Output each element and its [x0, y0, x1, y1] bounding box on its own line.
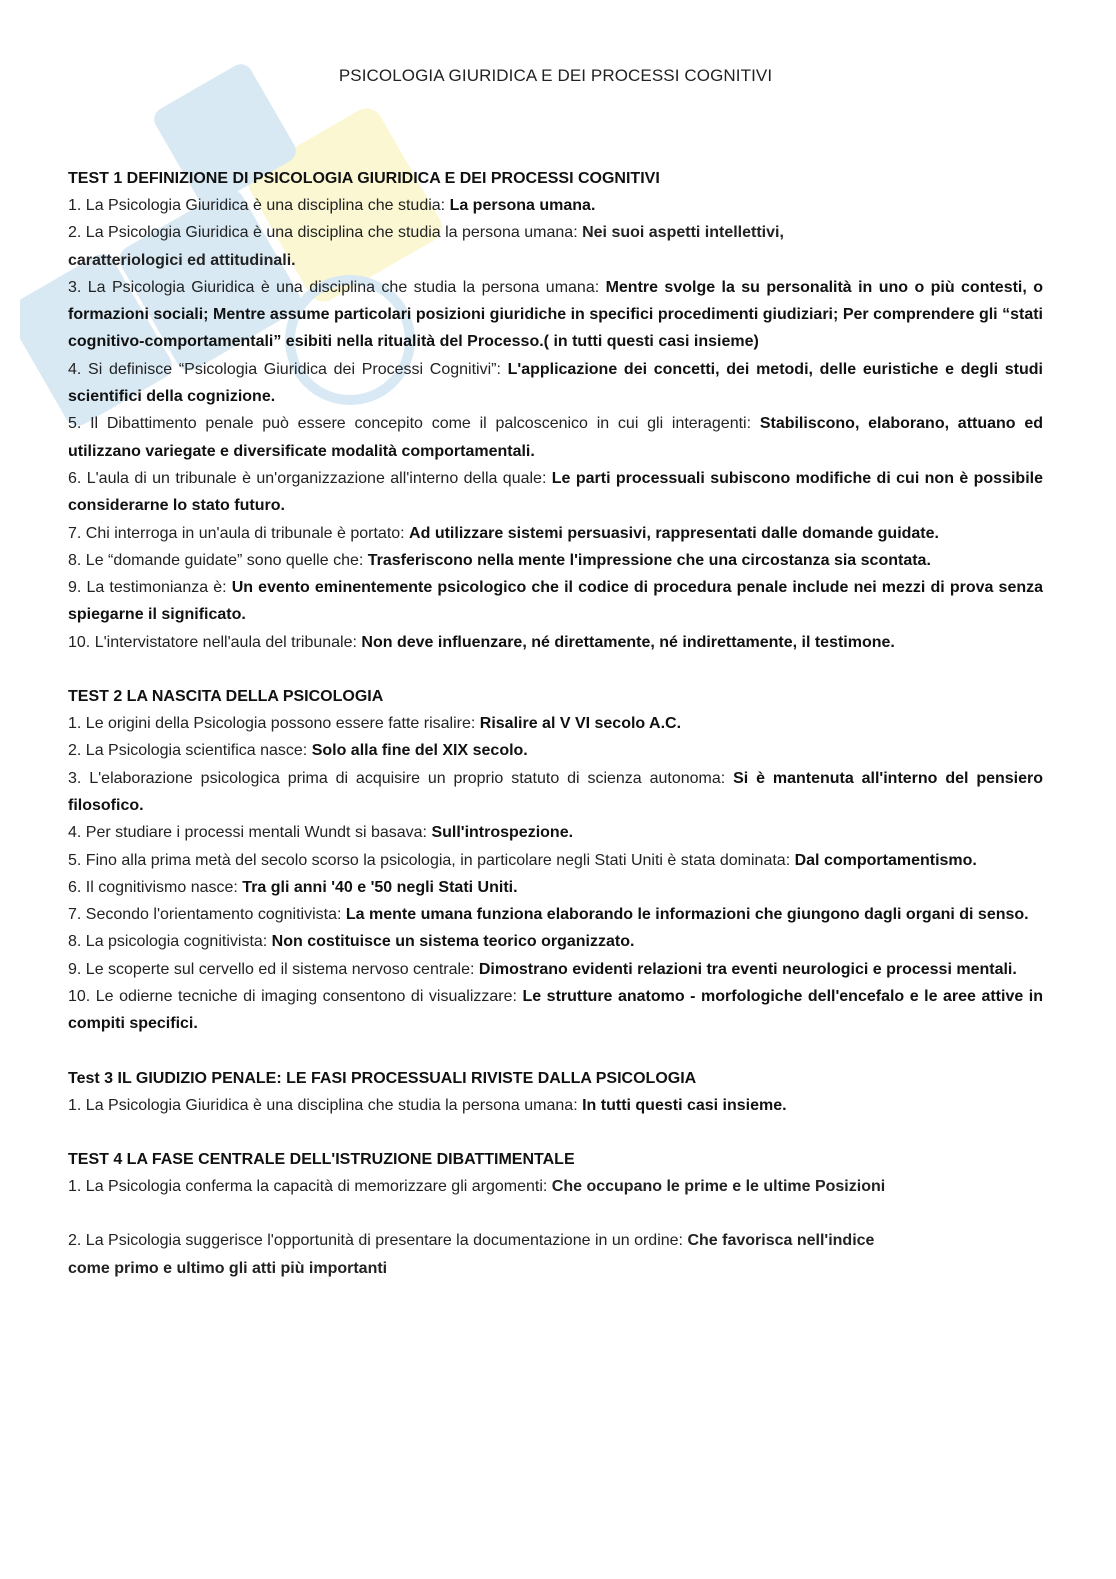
question-item: 8. La psicologia cognitivista: Non costituisce un sistema teorico organizzato.: [68, 933, 635, 951]
question-item: 10. Le odierne tecniche di imaging consentono di visualizzare: Le strutture anatomo - morfologiche dell'encefalo e le aree attive in compiti specifici.: [68, 988, 1044, 1033]
question-item: 7. Secondo l'orientamento cognitivista: La mente umana funziona elaborando le informazioni che giungono dagli organi di senso.: [68, 906, 1029, 924]
question-item: 8. Le “domande guidate” sono quelle che: Trasferiscono nella mente l'impressione che una circostanza sia scontata.: [68, 551, 931, 569]
section-test-4: [68, 1146, 1043, 1282]
question-item: 1. La Psicologia Giuridica è una disciplina che studia la persona umana: In tutti questi casi insieme.: [68, 1096, 787, 1114]
question-item: 2. La Psicologia suggerisce l'opportunità di presentare la documentazione in un ordine: Che favorisca nell'indice come primo e ultimo gli atti più importanti: [68, 1232, 875, 1277]
document-title: PSICOLOGIA GIURIDICA E DEI PROCESSI COGNITIVI: [338, 66, 773, 85]
question-item: 5. Il Dibattimento penale può essere concepito come il palcoscenico in cui gli interagenti: Stabiliscono, elaborano, attuano ed utilizzano variegate e diversificate modalità comportamentali.: [68, 415, 1043, 460]
section-title: TEST 1 DEFINIZIONE DI PSICOLOGIA GIURIDICA E DEI PROCESSI COGNITIVI: [68, 170, 660, 187]
question-item: 6. L'aula di un tribunale è un'organizzazione all'interno della quale: Le parti processuali subiscono modifiche di cui non è possibile considerarne lo stato futuro.: [68, 469, 1043, 515]
question-item: 2. La Psicologia scientifica nasce: Solo alla fine del XIX secolo.: [68, 742, 528, 760]
section-test-3: [68, 1065, 1043, 1119]
question-item: 3. L'elaborazione psicologica prima di acquisire un proprio statuto di scienza autonoma: Si è mantenuta all'interno del pensiero filosofico.: [68, 769, 1044, 814]
question-item: 6. Il cognitivismo nasce: Tra gli anni '40 e '50 negli Stati Uniti.: [68, 878, 518, 896]
question-item: 4. Si definisce “Psicologia Giuridica dei Processi Cognitivi”: L'applicazione dei concetti, dei metodi, delle euristiche e degli studi scientifici della cognizione.: [68, 360, 1043, 406]
section-title: TEST 2 LA NASCITA DELLA PSICOLOGIA: [68, 688, 384, 706]
paragraph-spacer: [68, 1200, 1043, 1227]
question-item: 3. La Psicologia Giuridica è una disciplina che studia la persona umana: Mentre svolge la su personalità in uno o più contesti, o formazioni sociali; Mentre assume particolari posizioni giuridiche in specifici procedimenti giudiziari; Per comprendere gli “stati cognitivo-comportamentali” esibiti nella ritualità del Processo.( in tutti questi casi insieme): [68, 278, 1043, 351]
question-item: 4. Per studiare i processi mentali Wundt si basava: Sull'introspezione.: [68, 824, 574, 842]
question-item: 5. Fino alla prima metà del secolo scorso la psicologia, in particolare negli Stati Uniti è stata dominata: Dal comportamentismo.: [68, 851, 977, 869]
question-item: 2. La Psicologia Giuridica è una disciplina che studia la persona umana: Nei suoi aspetti intellettivi, caratteriologici ed attitudinali.: [68, 224, 784, 269]
question-item: 7. Chi interroga in un'aula di tribunale è portato: Ad utilizzare sistemi persuasivi, rappresentati dalle domande guidate.: [68, 524, 939, 542]
section-test-2: [68, 683, 1043, 1038]
question-item: 9. La testimonianza è: Un evento eminentemente psicologico che il codice di procedura penale include nei mezzi di prova senza spiegarne il significato.: [68, 579, 1044, 624]
document-content: [68, 165, 1043, 1309]
section-test-1: [68, 165, 1043, 656]
question-item: 1. Le origini della Psicologia possono essere fatte risalire: Risalire al V VI secolo A.C.: [68, 715, 682, 733]
question-item: 10. L'intervistatore nell'aula del tribunale: Non deve influenzare, né direttamente, né indirettamente, il testimone.: [68, 633, 895, 651]
question-item: 1. La Psicologia Giuridica è una disciplina che studia: La persona umana.: [68, 197, 596, 214]
section-title: Test 3 IL GIUDIZIO PENALE: LE FASI PROCESSUALI RIVISTE DALLA PSICOLOGIA: [68, 1069, 697, 1087]
question-item: 9. Le scoperte sul cervello ed il sistema nervoso centrale: Dimostrano evidenti relazioni tra eventi neurologici e processi mentali.: [68, 960, 1017, 978]
section-title: TEST 4 LA FASE CENTRALE DELL'ISTRUZIONE DIBATTIMENTALE: [68, 1150, 575, 1168]
question-item: 1. La Psicologia conferma la capacità di memorizzare gli argomenti: Che occupano le prime e le ultime Posizioni: [68, 1177, 886, 1195]
